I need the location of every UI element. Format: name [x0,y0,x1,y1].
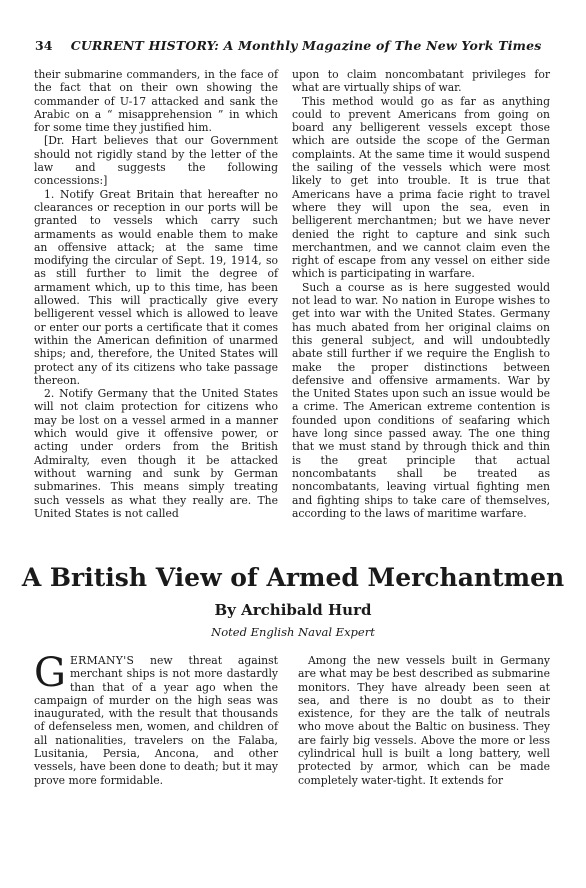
paragraph: upon to claim noncombatant privileges for what are virtually ships of war. [292,68,550,95]
paragraph: Among the new vessels built in Germany are what may be best described as submarine monitors. They have already been seen at sea, and there is no doubt as to their existence, for they are the talk of neutrals who move about the Baltic on business. They are fairly big vessels. Above the more or less cylindrical hull is built a long battery, well protected by armor, which can be made completely water-tight. It extends for [298,654,550,787]
paragraph: their submarine commanders, in the face of the fact that on their own showing the commander of U-17 attacked and sank the Arabic on a “ misapprehension ” in which for some time they justified him. [34,68,278,135]
article-byline: By Archibald Hurd [214,601,372,619]
paragraph: [Dr. Hart believes that our Government should not rigidly stand by the letter of the law and suggests the following concessions:] [34,134,278,188]
page-number: 34 [35,38,53,53]
drop-cap: G [34,650,66,696]
article-title: A British View of Armed Merchantmen [21,563,565,592]
lead-text: new threat against merchant ships is not more dastardly than that of a year ago when the campaign of murder on the high seas was inaugurated, with the result that thousands of defenseless men, women, and children of all nationalities, travelers on the Falaba, Lusitania, Persia, Ancona, and other vessels, have been done to death; but it may prove more formidable. [34,654,278,787]
article-right-column [298,654,550,787]
paragraph: 1. Notify Great Britain that hereafter no clearances or reception in our ports will be granted to vessels which carry such armaments as would enable them to make an offensive attack; at the same time modifying the circular of Sept. 19, 1914, so as still further to limit the degree of armament which, up to this time, has been allowed. This will practically give every belligerent vessel which is allowed to leave or enter our ports a certificate that it comes within the American definition of unarmed ships; and, therefore, the United States will protect any of its citizens who take passage thereon. [34,187,278,387]
paragraph: 2. Notify Germany that the United States will not claim protection for citizens who may be lost on a vessel armed in a manner which would give it offensive power, or acting under orders from the British Admiralty, even though it be attacked without warning and sunk by German submarines. This means simply treating such vessels as what they really are. The United States is not called [34,387,278,520]
lead-caps: ERMANY'S [69,654,135,667]
right-column [292,68,550,520]
paragraph: This method would go as far as anything could to prevent Americans from going on board any belligerent vessels except those which are outside the scope of the German complaints. At the same time it would suspend the sailing of the vessels which were most likely to get into trouble. It is true that Americans have a prima facie right to travel where they will upon the sea, even in belligerent merchantmen; but we have never denied the right to capture and sink such merchantmen, and we cannot claim even the right of escape from any vessel on either side which is participating in warfare. [292,94,550,281]
magazine-title: CURRENT HISTORY: A Monthly Magazine of The New York Times [70,38,542,53]
article-left-column [34,650,278,787]
left-column [34,68,278,520]
running-head [35,38,555,53]
article-subtitle: Noted English Naval Expert [211,625,375,639]
lead-paragraph [34,650,278,787]
paragraph: Such a course as is here suggested would not lead to war. No nation in Europe wishes to get into war with the United States. Germany has much abated from her original claims on this general subject, and will undoubtedly abate still further if we require the English to make the proper distinctions between defensive and offensive armaments. War by the United States upon such an issue would be a crime. The American extreme contention is founded upon conditions of seafaring which have long since passed away. The one thing that we must stand by through thick and thin is the great principle that actual noncombatants shall be treated as noncombatants, leaving virtual fighting men and fighting ships to take care of themselves, according to the laws of maritime warfare. [292,280,550,520]
